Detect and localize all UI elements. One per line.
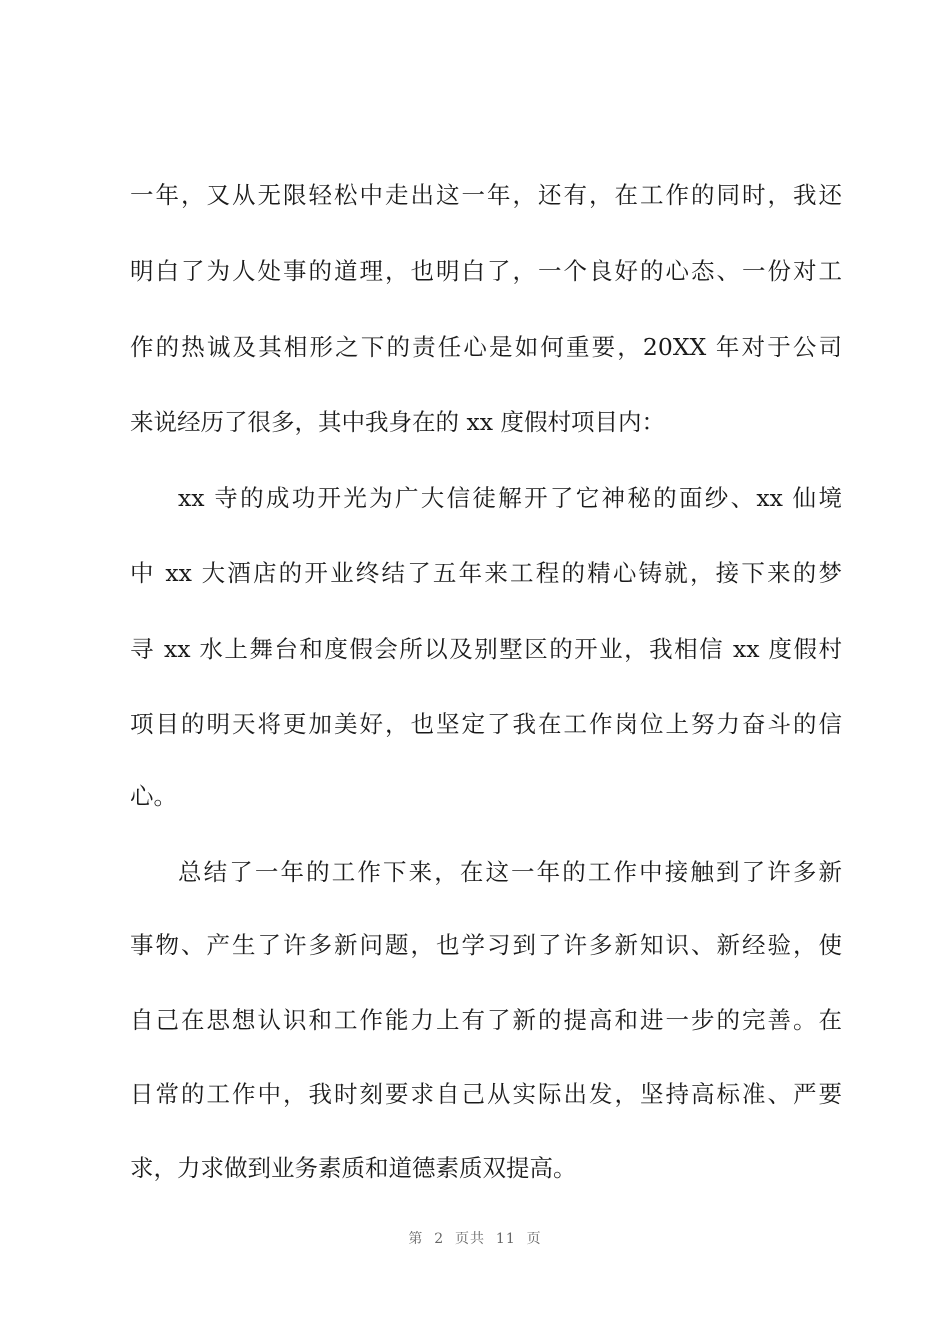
text-line: 求，力求做到业务素质和道德素质双提高。 bbox=[130, 1154, 577, 1182]
text-line: 作的热诚及其相形之下的责任心是如何重要，20XX 年对于公司 bbox=[130, 333, 842, 361]
text-line: 一年，又从无限轻松中走出这一年，还有，在工作的同时，我还 bbox=[130, 181, 842, 209]
text-line: 自己在思想认识和工作能力上有了新的提高和进一步的完善。在 bbox=[130, 1006, 842, 1034]
text-line: 项目的明天将更加美好，也坚定了我在工作岗位上努力奋斗的信 bbox=[130, 710, 842, 738]
text-line: 事物、产生了许多新问题，也学习到了许多新知识、新经验，使 bbox=[130, 931, 842, 959]
text-line: 来说经历了很多，其中我身在的 xx 度假村项目内： bbox=[130, 408, 665, 436]
page-number-footer: 第 2 页共 11 页 bbox=[408, 1231, 542, 1247]
text-line: 中 xx 大酒店的开业终结了五年来工程的精心铸就，接下来的梦 bbox=[130, 559, 842, 587]
text-line: 心。 bbox=[130, 782, 177, 810]
text-line: 寻 xx 水上舞台和度假会所以及别墅区的开业，我相信 xx 度假村 bbox=[130, 635, 842, 663]
paragraph-first-line: xx 寺的成功开光为广大信徒解开了它神秘的面纱、xx 仙境 bbox=[178, 484, 842, 512]
paragraph-first-line: 总结了一年的工作下来，在这一年的工作中接触到了许多新 bbox=[178, 858, 842, 886]
text-line: 明白了为人处事的道理，也明白了，一个良好的心态、一份对工 bbox=[130, 257, 842, 285]
text-line: 日常的工作中，我时刻要求自己从实际出发，坚持高标准、严要 bbox=[130, 1080, 842, 1108]
